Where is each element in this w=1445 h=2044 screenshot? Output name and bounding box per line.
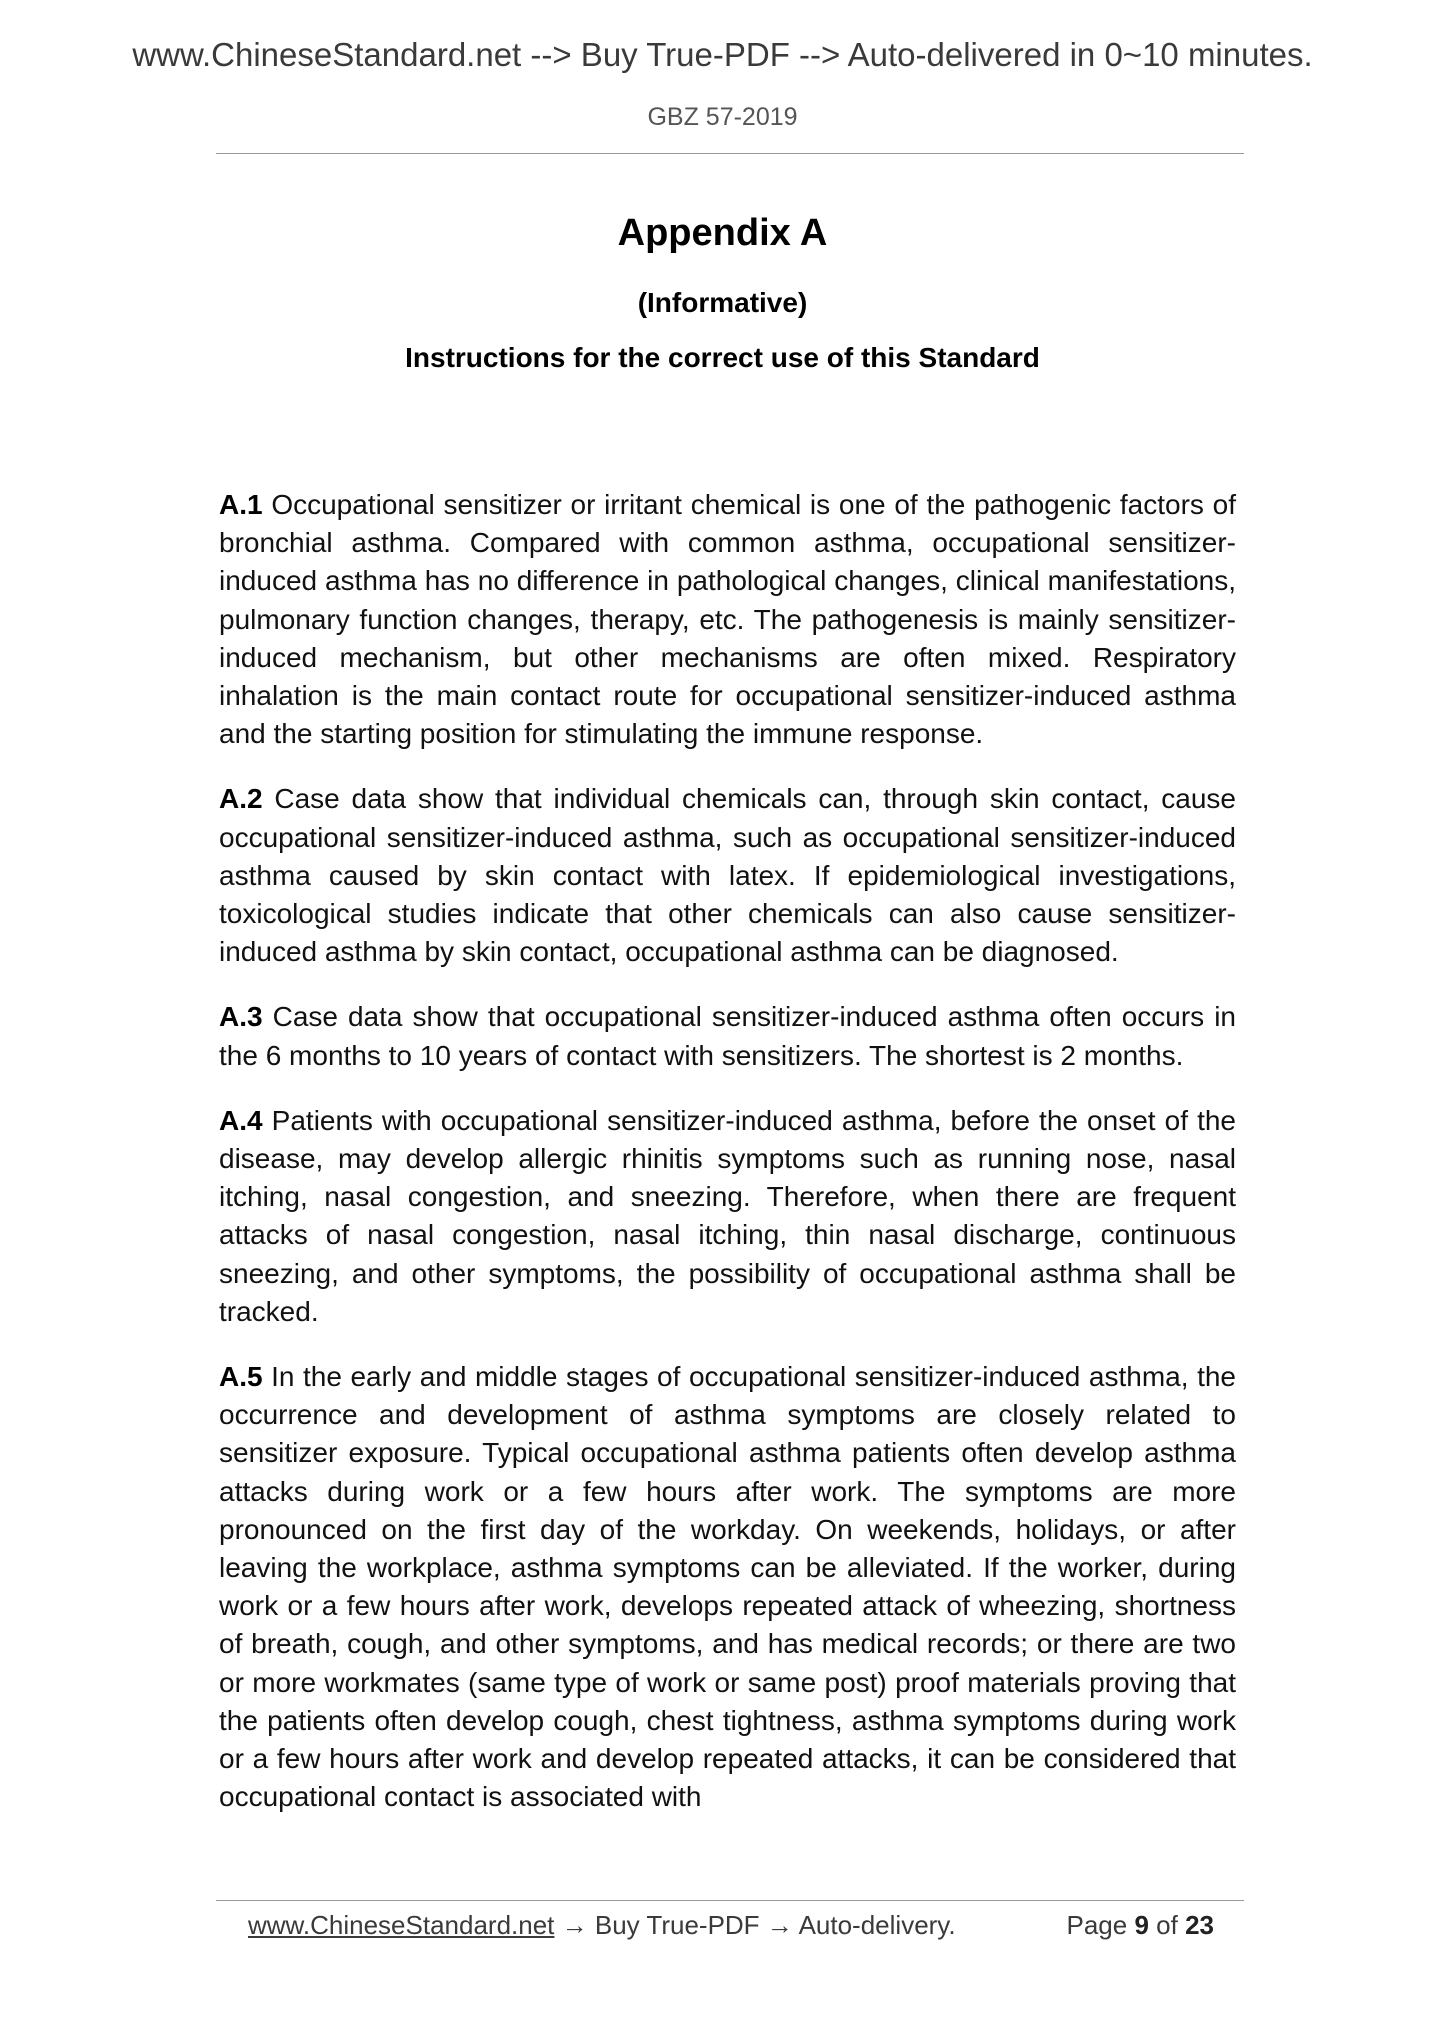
total-pages: 23 <box>1185 1910 1214 1940</box>
clause-text: Occupational sensitizer or irritant chemical is one of the pathogenic factors of bronchial asthma. Compared with common asthma, occupational sensitizer-induced asthma has no difference in pathological changes, clinical manifestations, pulmonary function changes, therapy, etc. The pathogenesis is mainly sensitizer-induced mechanism, but other mechanisms are often mixed. Respiratory inhalation is the main contact route for occupational sensitizer-induced asthma and the starting position for stimulating the immune response. <box>219 489 1236 750</box>
clause-a4 <box>219 1102 1236 1331</box>
clause-number: A.2 <box>219 783 263 815</box>
page-label: Page <box>1066 1910 1128 1940</box>
header-divider <box>216 153 1244 154</box>
clause-text: Patients with occupational sensitizer-induced asthma, before the onset of the disease, may develop allergic rhinitis symptoms such as running nose, nasal itching, nasal congestion, and sneezing. Therefore, when there are frequent attacks of nasal congestion, nasal itching, thin nasal discharge, continuous sneezing, and other symptoms, the possibility of occupational asthma shall be tracked. <box>219 1104 1236 1327</box>
clause-text: In the early and middle stages of occupational sensitizer-induced asthma, the occurrence and development of asthma symptoms are closely related to sensitizer exposure. Typical occupational asthma patients often develop asthma attacks during work or a few hours after work. The symptoms are more pronounced on the first day of the workday. On weekends, holidays, or after leaving the workplace, asthma symptoms can be alleviated. If the worker, during work or a few hours after work, develops repeated attack of wheezing, shortness of breath, cough, and other symptoms, and has medical records; or there are two or more workmates (same type of work or same post) proof materials proving that the patients often develop cough, chest tightness, asthma symptoms during work or a few hours after work and develop repeated attacks, it can be considered that occupational contact is associated with <box>219 1361 1236 1813</box>
footer-delivery-text: → Buy True-PDF → Auto-delivery. <box>554 1910 956 1940</box>
clause-a5 <box>219 1358 1236 1816</box>
appendix-title: Appendix A <box>617 212 828 254</box>
of-label: of <box>1156 1910 1178 1940</box>
appendix-body <box>219 486 1236 1844</box>
clause-a2 <box>219 780 1236 971</box>
page-number: 9 <box>1134 1910 1149 1940</box>
clause-text: Case data show that individual chemicals can, through skin contact, cause occupational sensitizer-induced asthma, such as occupational sensitizer-induced asthma caused by skin contact with latex. If epidemiological investigations, toxicological studies indicate that other chemicals can also cause sensitizer-induced asthma by skin contact, occupational asthma can be diagnosed. <box>219 783 1236 968</box>
footer-promo <box>248 1910 956 1941</box>
footer-site-link[interactable]: www.ChineseStandard.net <box>248 1910 555 1940</box>
clause-text: Case data show that occupational sensitizer-induced asthma often occurs in the 6 months to 10 years of contact with sensitizers. The shortest is 2 months. <box>219 1001 1236 1071</box>
page-counter <box>1066 1910 1214 1941</box>
appendix-heading: Instructions for the correct use of this Standard <box>405 342 1040 373</box>
page-footer <box>216 1900 1244 1940</box>
clause-a3 <box>219 998 1236 1074</box>
document-code: GBZ 57-2019 <box>647 103 798 131</box>
clause-number: A.1 <box>219 489 263 520</box>
clause-number: A.3 <box>219 1001 263 1033</box>
appendix-subtitle: (Informative) <box>637 287 808 318</box>
clause-number: A.4 <box>219 1104 263 1136</box>
clause-number: A.5 <box>219 1361 263 1393</box>
clause-a1 <box>219 486 1236 753</box>
top-banner: www.ChineseStandard.net --> Buy True-PDF --> Auto-delivered in 0~10 minutes. <box>132 36 1313 73</box>
